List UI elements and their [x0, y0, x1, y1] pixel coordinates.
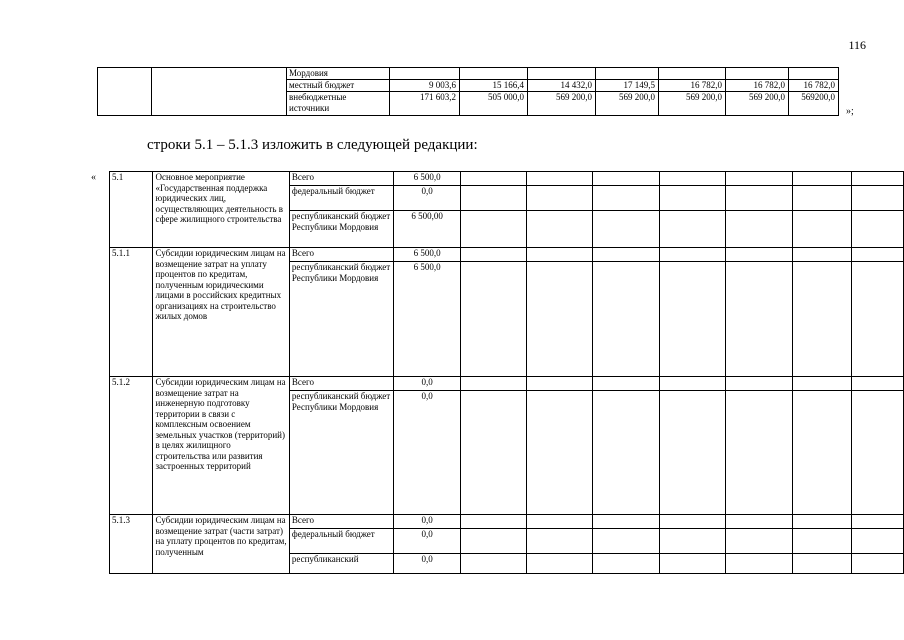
- top-table: [97, 67, 839, 116]
- opening-quote: «: [91, 172, 96, 183]
- value-cell: 0,0: [394, 515, 461, 529]
- region-continuation: Мордовия: [287, 68, 390, 80]
- value-cell: 569 200,0: [659, 92, 726, 116]
- item-number: 5.1.3: [110, 515, 153, 574]
- value-cell: 6 500,0: [394, 262, 461, 377]
- table-row: [98, 68, 839, 80]
- empty-cell: [152, 68, 287, 116]
- funding-source: Всего: [289, 377, 393, 391]
- table-row: [110, 515, 904, 529]
- item-name: Субсидии юридическим лицам на возмещение затрат на уплату процентов по кредитам, полученным юридическими лицами в российских кредитных организациях на строительство жилых домов: [153, 248, 289, 377]
- funding-source: Всего: [289, 248, 393, 262]
- value-cell: 9 003,6: [390, 80, 460, 92]
- main-table: [109, 171, 904, 574]
- row-label: внебюджетные источники: [287, 92, 390, 116]
- table-row: [110, 248, 904, 262]
- value-cell: 14 432,0: [528, 80, 596, 92]
- closing-quote: »;: [846, 106, 854, 117]
- table-row: [110, 377, 904, 391]
- instruction-heading: строки 5.1 – 5.1.3 изложить в следующей редакции:: [147, 137, 478, 153]
- item-number: 5.1.2: [110, 377, 153, 515]
- value-cell: 6 500,0: [394, 248, 461, 262]
- value-cell: 569 200,0: [528, 92, 596, 116]
- value-cell: 6 500,00: [394, 211, 461, 248]
- value-cell: 16 782,0: [659, 80, 726, 92]
- value-cell: 171 603,2: [390, 92, 460, 116]
- funding-source: республиканский: [289, 554, 393, 574]
- funding-source: федеральный бюджет: [289, 186, 393, 211]
- value-cell: 505 000,0: [460, 92, 528, 116]
- row-label: местный бюджет: [287, 80, 390, 92]
- funding-source: республиканский бюджет Республики Мордовия: [289, 211, 393, 248]
- table-row: [110, 172, 904, 186]
- item-number: 5.1: [110, 172, 153, 248]
- empty-cell: [98, 68, 152, 116]
- value-cell: 16 782,0: [789, 80, 839, 92]
- funding-source: республиканский бюджет Республики Мордовия: [289, 262, 393, 377]
- funding-source: Всего: [289, 515, 393, 529]
- value-cell: 6 500,0: [394, 172, 461, 186]
- page-number: 116: [848, 38, 866, 52]
- funding-source: Всего: [289, 172, 393, 186]
- value-cell: 16 782,0: [726, 80, 789, 92]
- item-name: Субсидии юридическим лицам на возмещение затрат (части затрат) на уплату процентов по кредитам, полученным: [153, 515, 289, 574]
- value-cell: 569200,0: [789, 92, 839, 116]
- item-number: 5.1.1: [110, 248, 153, 377]
- value-cell: 0,0: [394, 529, 461, 554]
- item-name: Субсидии юридическим лицам на возмещение затрат на инженерную подготовку территории в связи с комплексным освоением земельных участков (территорий) в целях жилищного строительства или развития застроенных территорий: [153, 377, 289, 515]
- value-cell: 0,0: [394, 554, 461, 574]
- funding-source: федеральный бюджет: [289, 529, 393, 554]
- value-cell: 0,0: [394, 391, 461, 515]
- value-cell: 0,0: [394, 186, 461, 211]
- item-name: Основное мероприятие «Государственная поддержка юридических лиц, осуществляющих деятельность в сфере жилищного строительства: [153, 172, 289, 248]
- value-cell: 17 149,5: [596, 80, 659, 92]
- funding-source: республиканский бюджет Республики Мордовия: [289, 391, 393, 515]
- value-cell: 15 166,4: [460, 80, 528, 92]
- value-cell: 0,0: [394, 377, 461, 391]
- value-cell: 569 200,0: [726, 92, 789, 116]
- value-cell: 569 200,0: [596, 92, 659, 116]
